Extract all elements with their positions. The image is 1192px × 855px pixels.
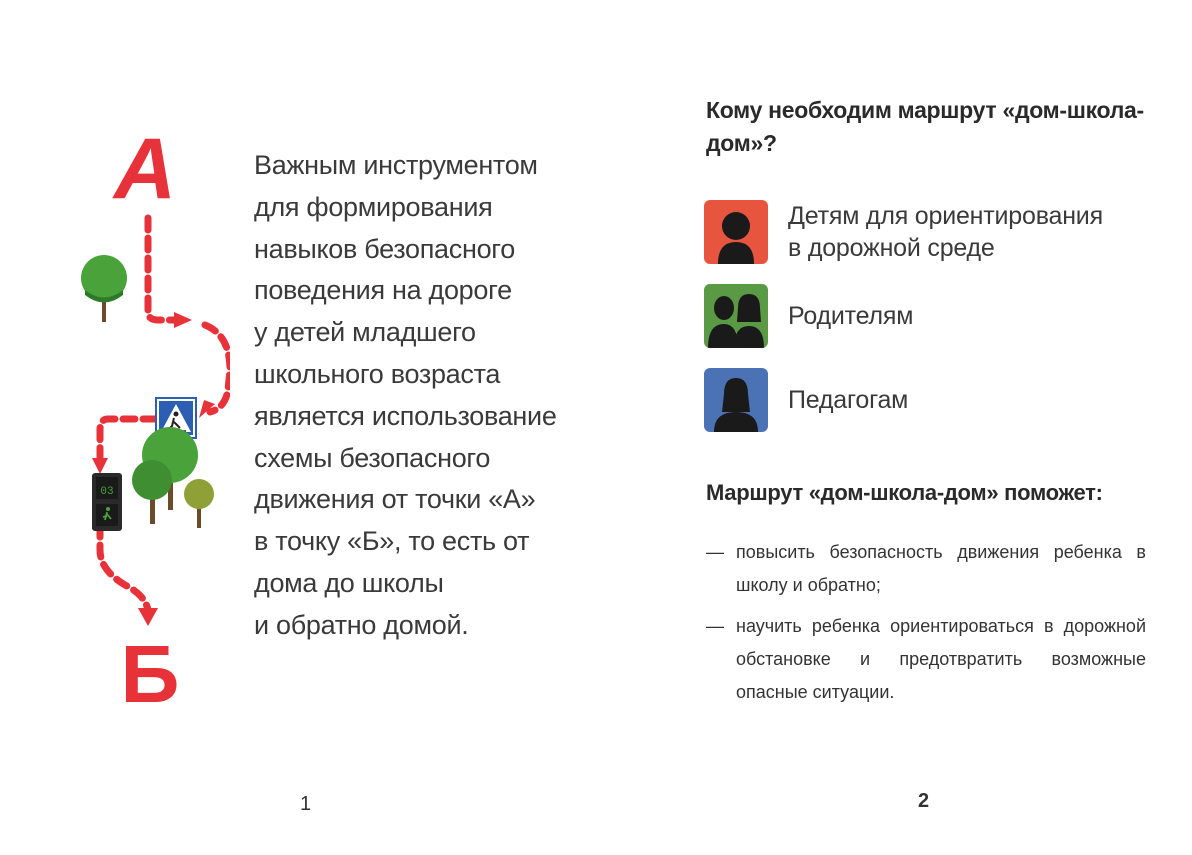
main-text-line: поведения на дороге	[254, 275, 512, 306]
page-number: 2	[918, 790, 930, 812]
main-text-line: и обратно домой.	[254, 609, 469, 640]
audience-item-parents	[704, 284, 1164, 348]
benefit-item	[706, 610, 1146, 709]
main-text-line: у детей младшего	[254, 317, 476, 348]
benefits-list	[706, 536, 1146, 717]
benefit-text: повысить безопасность движения ребенка в школу и обратно;	[736, 542, 1146, 595]
audience-label: в дорожной среде	[788, 234, 995, 262]
main-text-line: для формирования	[254, 191, 493, 222]
point-a-letter: А	[113, 130, 177, 217]
tree-group-icon	[132, 427, 214, 528]
tree-icon	[81, 255, 127, 322]
page-number: 1	[300, 793, 312, 815]
main-text-line: движения от точки «А»	[254, 484, 536, 515]
dash-bullet: —	[706, 542, 724, 562]
main-text-line: дома до школы	[254, 567, 444, 598]
audience-label: Детям для ориентирования	[788, 202, 1103, 230]
route-arrowhead	[174, 312, 192, 328]
teacher-silhouette-icon	[704, 368, 768, 432]
child-silhouette-icon	[704, 200, 768, 264]
audience-label: Педагогам	[788, 386, 909, 414]
main-text-line: навыков безопасного	[254, 233, 515, 264]
main-text-line: схемы безопасного	[254, 442, 491, 473]
parents-silhouette-icon	[704, 284, 768, 348]
benefit-item	[706, 536, 1146, 602]
main-text	[254, 145, 584, 647]
audience-item-teachers	[704, 368, 1164, 432]
audience-heading: Кому необходим маршрут «дом-школа-дом»?	[706, 97, 1144, 156]
benefits-heading: Маршрут «дом-школа-дом» поможет:	[706, 480, 1103, 505]
main-text-line: является использование	[254, 400, 557, 431]
point-b-letter: Б	[120, 629, 180, 720]
main-text-line: Важным инструментом	[254, 150, 538, 180]
traffic-light-counter: 03	[100, 486, 114, 498]
right-page	[596, 0, 1192, 855]
audience-item-children	[704, 200, 1164, 264]
main-text-line: школьного возраста	[254, 358, 501, 389]
audience-label: Родителям	[788, 302, 914, 330]
route-arrowhead	[138, 608, 158, 626]
pedestrian-traffic-light-icon	[92, 473, 122, 531]
route-arrowhead	[92, 458, 108, 474]
route-illustration	[70, 130, 230, 720]
main-text-line: в точку «Б», то есть от	[254, 526, 530, 557]
benefit-text: научить ребенка ориентироваться в дорожной обстановке и предотвратить возможные опасные ситуации.	[736, 616, 1146, 702]
dash-bullet: —	[706, 616, 724, 636]
